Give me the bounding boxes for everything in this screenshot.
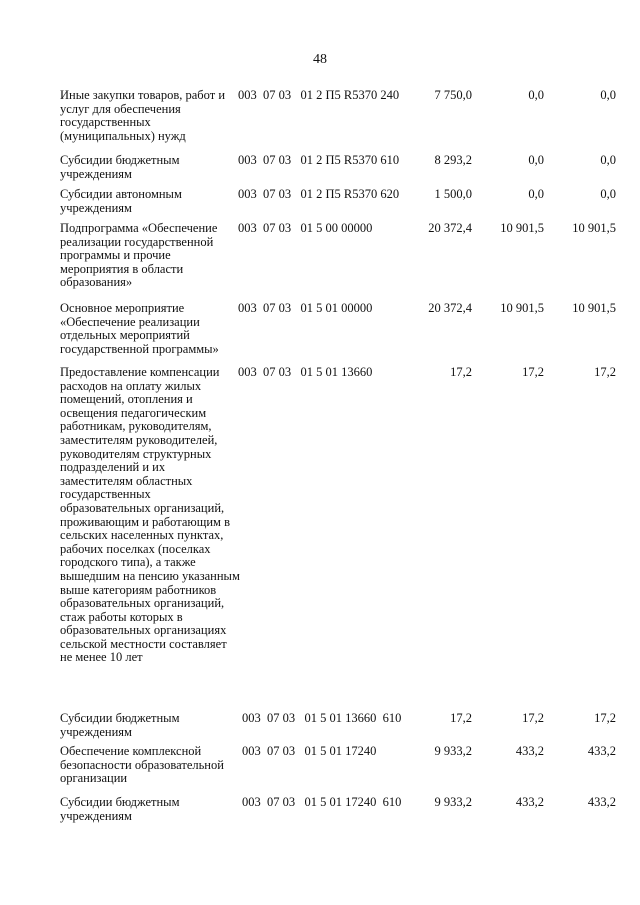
row-code: 003 07 03 01 5 01 17240 [242,744,377,758]
row-code: 003 07 03 01 5 01 13660 610 [242,711,402,725]
row-code: 003 07 03 01 5 01 00000 [238,301,373,315]
row-value-1: 7 750,0 [434,88,472,102]
row-code: 003 07 03 01 2 П5 R5370 620 [238,187,400,201]
row-description: Субсидии бюджетным учреждениям [60,153,180,181]
row-value-1: 20 372,4 [428,301,472,315]
row-value-2: 10 901,5 [500,221,544,235]
row-code: 003 07 03 01 5 01 17240 610 [242,795,402,809]
row-value-1: 9 933,2 [434,795,472,809]
row-value-3: 10 901,5 [572,221,616,235]
row-value-3: 17,2 [594,365,616,379]
row-value-3: 433,2 [587,795,616,809]
row-value-2: 10 901,5 [500,301,544,315]
page-number: 48 [313,52,327,67]
row-value-3: 17,2 [594,711,616,725]
row-value-1: 17,2 [450,711,472,725]
row-value-1: 8 293,2 [434,153,472,167]
row-description: Предоставление компенсации расходов на оплату жилых помещений, отопления и освещения педагогическим работникам, руководителям, заместителям руководителей, руководителям структурных подразделений и их заместителям областных государственных образовательных организаций, проживающим и работающим в сельских населенных пунктах, рабочих поселках (поселках городского типа), а также вышедшим на пенсию указанным выше категориям работников образовательных организаций, стаж работы которых в образовательных организациях сельской местности составляет не менее 10 лет [60,365,240,665]
row-value-1: 20 372,4 [428,221,472,235]
row-code: 003 07 03 01 2 П5 R5370 240 [238,88,400,102]
row-description: Субсидии автономным учреждениям [60,187,182,215]
row-value-2: 0,0 [528,88,544,102]
row-value-2: 17,2 [522,711,544,725]
row-description: Подпрограмма «Обеспечение реализации государственной программы и прочие мероприятия в области образования» [60,221,218,290]
row-value-3: 433,2 [587,744,616,758]
row-code: 003 07 03 01 5 00 00000 [238,221,373,235]
row-value-3: 10 901,5 [572,301,616,315]
row-value-1: 17,2 [450,365,472,379]
row-description: Субсидии бюджетным учреждениям [60,711,180,739]
row-value-1: 1 500,0 [434,187,472,201]
row-value-3: 0,0 [600,153,616,167]
row-description: Обеспечение комплексной безопасности образовательной организации [60,744,224,786]
row-code: 003 07 03 01 5 01 13660 [238,365,373,379]
row-value-2: 433,2 [515,744,544,758]
row-value-2: 17,2 [522,365,544,379]
row-code: 003 07 03 01 2 П5 R5370 610 [238,153,400,167]
row-description: Основное мероприятие «Обеспечение реализации отдельных мероприятий государственной программы» [60,301,219,356]
row-value-2: 433,2 [515,795,544,809]
row-value-3: 0,0 [600,88,616,102]
row-value-2: 0,0 [528,187,544,201]
row-value-2: 0,0 [528,153,544,167]
row-value-1: 9 933,2 [434,744,472,758]
row-description: Субсидии бюджетным учреждениям [60,795,180,823]
row-description: Иные закупки товаров, работ и услуг для обеспечения государственных (муниципальных) нужд [60,88,226,143]
row-value-3: 0,0 [600,187,616,201]
